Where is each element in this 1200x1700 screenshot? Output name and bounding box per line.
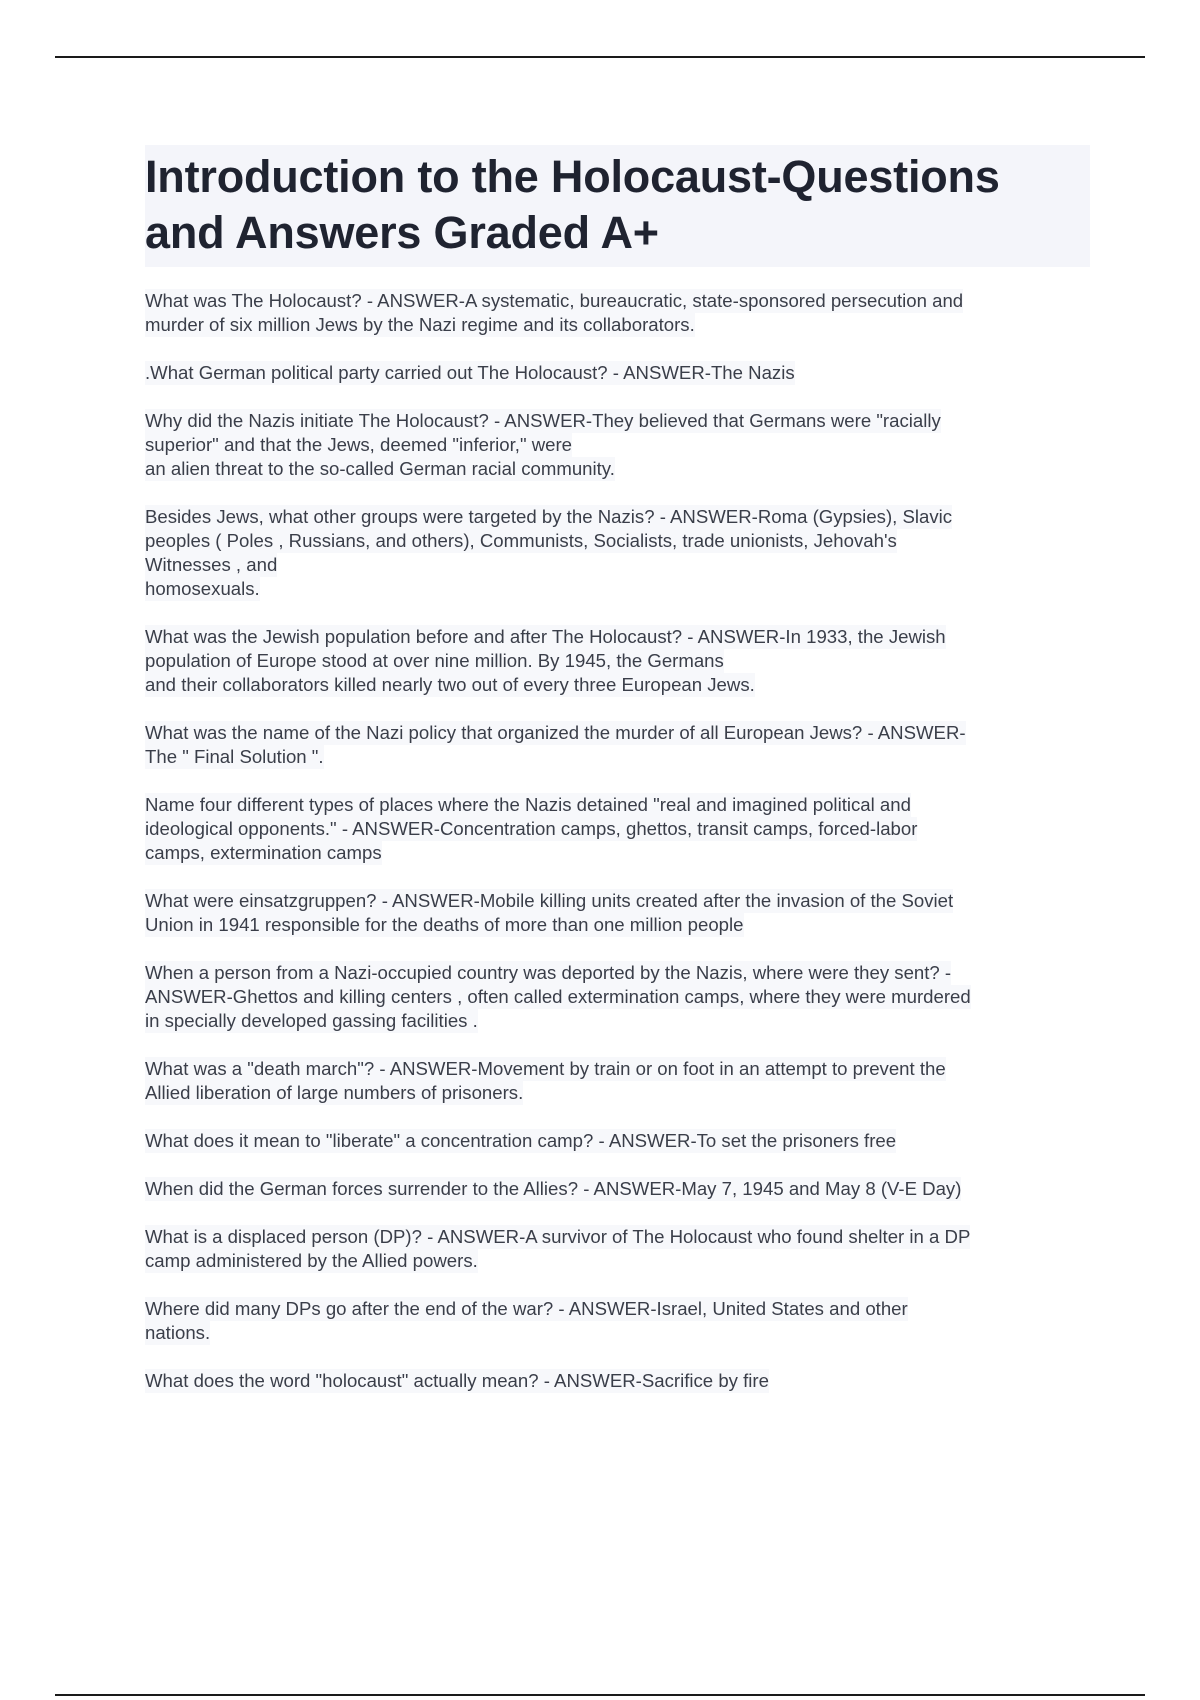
qa-item xyxy=(145,361,1090,385)
qa-text-line: homosexuals. xyxy=(145,578,260,599)
qa-list xyxy=(145,289,1090,1393)
qa-text-line: What was The Holocaust? - ANSWER-A systematic, bureaucratic, state-sponsored persecution and xyxy=(145,290,964,311)
qa-text-line: superior" and that the Jews, deemed "inferior," were xyxy=(145,434,573,455)
qa-text-line: nations. xyxy=(145,1322,211,1343)
qa-item xyxy=(145,1129,1090,1153)
qa-text-line: Where did many DPs go after the end of the war? - ANSWER-Israel, United States and other xyxy=(145,1298,908,1319)
qa-text-line: When did the German forces surrender to the Allies? - ANSWER-May 7, 1945 and May 8 (V-E Day) xyxy=(145,1178,962,1199)
qa-text-line: murder of six million Jews by the Nazi regime and its collaborators. xyxy=(145,314,695,335)
qa-text-line: Allied liberation of large numbers of prisoners. xyxy=(145,1082,524,1103)
header-rule xyxy=(55,56,1145,58)
qa-item xyxy=(145,505,1090,601)
qa-text-line: and their collaborators killed nearly two out of every three European Jews. xyxy=(145,674,755,695)
qa-item xyxy=(145,1369,1090,1393)
title-line-1: Introduction to the Holocaust-Questions xyxy=(145,151,1000,202)
qa-text-line: an alien threat to the so-called German racial community. xyxy=(145,458,615,479)
qa-text-line: What does the word "holocaust" actually mean? - ANSWER-Sacrifice by fire xyxy=(145,1370,769,1391)
qa-text-line: When a person from a Nazi-occupied country was deported by the Nazis, where were they sent? - xyxy=(145,962,952,983)
qa-item xyxy=(145,1225,1090,1273)
qa-text-line: ideological opponents." - ANSWER-Concentration camps, ghettos, transit camps, forced-labor xyxy=(145,818,918,839)
qa-text-line: .What German political party carried out The Holocaust? - ANSWER-The Nazis xyxy=(145,362,795,383)
qa-text-line: What were einsatzgruppen? - ANSWER-Mobile killing units created after the invasion of the Soviet xyxy=(145,890,954,911)
qa-text-line: Union in 1941 responsible for the deaths of more than one million people xyxy=(145,914,744,935)
qa-text-line: What was a "death march"? - ANSWER-Movement by train or on foot in an attempt to prevent the xyxy=(145,1058,946,1079)
qa-text-line: What is a displaced person (DP)? - ANSWER-A survivor of The Holocaust who found shelter in a DP xyxy=(145,1226,971,1247)
qa-item xyxy=(145,409,1090,481)
qa-text-line: What does it mean to "liberate" a concentration camp? - ANSWER-To set the prisoners free xyxy=(145,1130,897,1151)
qa-text-line: in specially developed gassing facilities . xyxy=(145,1010,478,1031)
qa-item xyxy=(145,961,1090,1033)
document-body xyxy=(145,145,1090,1417)
qa-text-line: peoples ( Poles , Russians, and others), Communists, Socialists, trade unionists, Jehovah's xyxy=(145,530,897,551)
title-line-2: and Answers Graded A+ xyxy=(145,207,659,258)
qa-text-line: The " Final Solution ". xyxy=(145,746,324,767)
qa-item xyxy=(145,721,1090,769)
qa-text-line: Witnesses , and xyxy=(145,554,278,575)
qa-text-line: Name four different types of places where the Nazis detained "real and imagined political and xyxy=(145,794,911,815)
footer-rule xyxy=(55,1694,1145,1696)
qa-text-line: camp administered by the Allied powers. xyxy=(145,1250,478,1271)
qa-text-line: Why did the Nazis initiate The Holocaust? - ANSWER-They believed that Germans were "racially xyxy=(145,410,941,431)
qa-item xyxy=(145,1297,1090,1345)
qa-item xyxy=(145,1057,1090,1105)
qa-item xyxy=(145,625,1090,697)
qa-text-line: Besides Jews, what other groups were targeted by the Nazis? - ANSWER-Roma (Gypsies), Slavic xyxy=(145,506,953,527)
qa-item xyxy=(145,289,1090,337)
title-block xyxy=(145,145,1090,267)
page-title xyxy=(145,149,1086,261)
qa-text-line: What was the name of the Nazi policy that organized the murder of all European Jews? - ANSWER- xyxy=(145,722,966,743)
qa-text-line: What was the Jewish population before and after The Holocaust? - ANSWER-In 1933, the Jewish xyxy=(145,626,946,647)
qa-item xyxy=(145,793,1090,865)
qa-text-line: camps, extermination camps xyxy=(145,842,382,863)
qa-item xyxy=(145,889,1090,937)
qa-text-line: ANSWER-Ghettos and killing centers , often called extermination camps, where they were murdered xyxy=(145,986,971,1007)
qa-text-line: population of Europe stood at over nine million. By 1945, the Germans xyxy=(145,650,724,671)
qa-item xyxy=(145,1177,1090,1201)
